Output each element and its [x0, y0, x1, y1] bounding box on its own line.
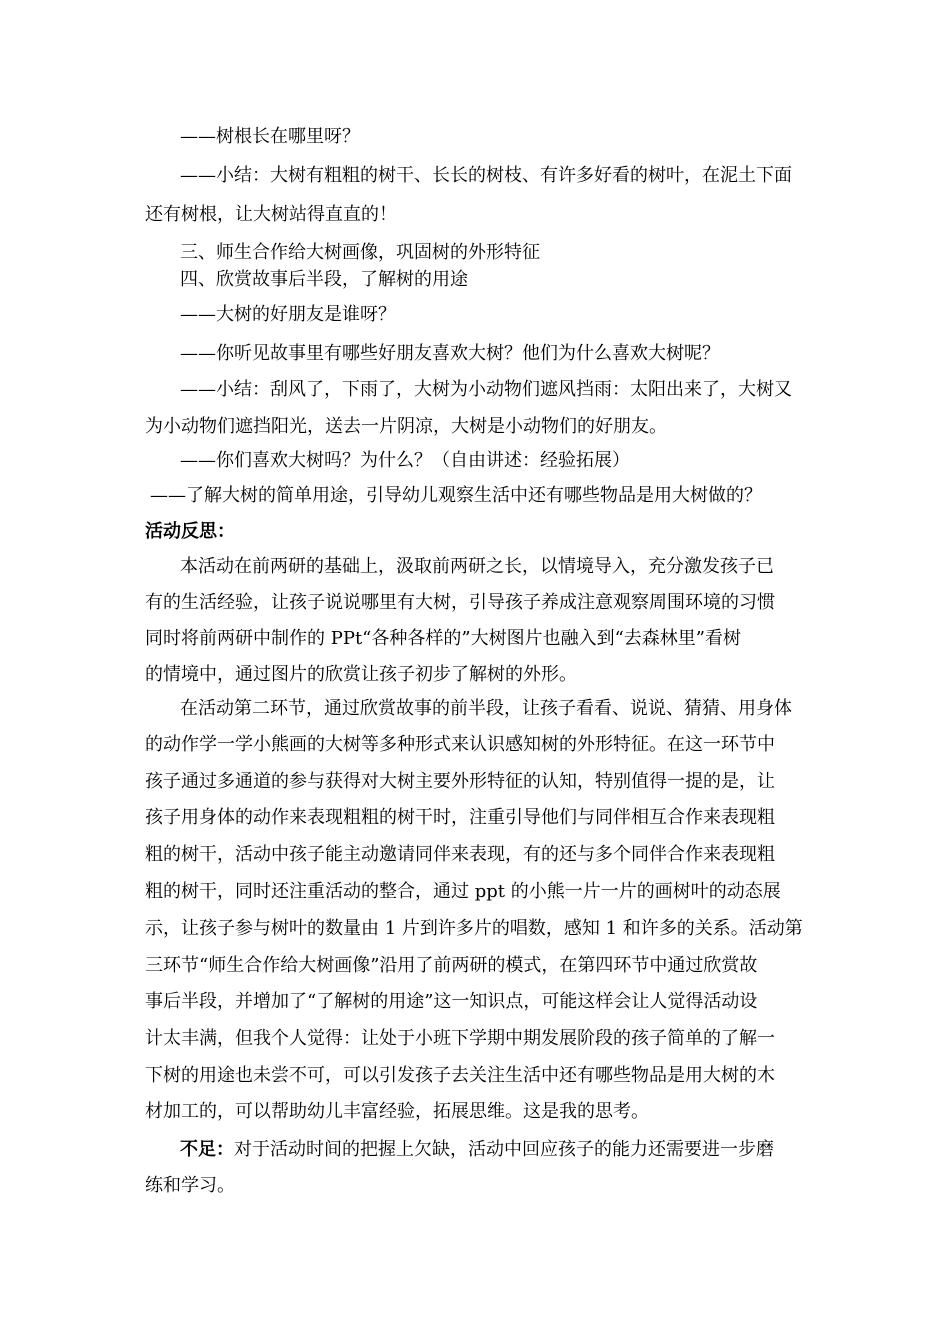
question-tree-roots: ——树根长在哪里呀？	[180, 126, 360, 147]
paragraph-2-line-9: 事后半段，并增加了“了解树的用途”这一知识点，可能这样会让人觉得活动设	[145, 991, 758, 1012]
paragraph-2-line-3: 孩子通过多通道的参与获得对大树主要外形特征的认知，特别值得一提的是，让	[145, 771, 775, 792]
paragraph-2-line-7: 示，让孩子参与树叶的数量由 1 片到许多片的唱数，感知 1 和许多的关系。活动第	[145, 918, 803, 939]
paragraph-2-line-8: 三环节“师生合作给大树画像”沿用了前两研的模式，在第四环节中通过欣赏故	[145, 955, 758, 976]
summary-tree-parts-line-2: 还有树根，让大树站得直直的！	[145, 204, 397, 225]
reflection-heading: 活动反思：	[145, 521, 235, 542]
question-story-friends: ——你听见故事里有哪些好朋友喜欢大树？他们为什么喜欢大树呢？	[180, 343, 720, 364]
paragraph-2-line-2: 的动作学一学小熊画的大树等多种形式来认识感知树的外形特征。在这一环节中	[145, 734, 775, 755]
question-like-tree: ——你们喜欢大树吗？为什么？（自由讲述：经验拓展）	[180, 450, 630, 471]
paragraph-2-line-5: 粗的树干，活动中孩子能主动邀请同伴来表现，有的还与多个同伴合作来表现粗	[145, 844, 775, 865]
paragraph-2-line-1: 在活动第二环节，通过欣赏故事的前半段，让孩子看看、说说、猜猜、用身体	[180, 698, 792, 719]
paragraph-2-line-12: 材加工的，可以帮助幼儿丰富经验，拓展思维。这是我的思考。	[145, 1101, 649, 1122]
paragraph-2-line-4: 孩子用身体的动作来表现粗粗的树干时，注重引导他们与同伴相互合作来表现粗	[145, 807, 775, 828]
summary-tree-friends-line-1: ——小结：刮风了，下雨了，大树为小动物们遮风挡雨：太阳出来了，大树又	[180, 379, 792, 400]
question-tree-friends: ——大树的好朋友是谁呀？	[180, 304, 396, 325]
summary-tree-friends-line-2: 为小动物们遮挡阳光，送去一片阴凉，大树是小动物们的好朋友。	[145, 416, 667, 437]
shortcoming-line-2: 练和学习。	[145, 1175, 235, 1196]
shortcoming-line-1	[180, 1138, 774, 1162]
paragraph-1-line-1: 本活动在前两研的基础上，汲取前两研之长，以情境导入，充分激发孩子已	[180, 556, 774, 577]
paragraph-1-line-2: 有的生活经验，让孩子说说哪里有大树，引导孩子养成注意观察周围环境的习惯	[145, 592, 775, 613]
paragraph-2-line-6: 粗的树干，同时还注重活动的整合，通过 ppt 的小熊一片一片的画树叶的动态展	[145, 881, 781, 902]
paragraph-1-line-4: 的情境中，通过图片的欣赏让孩子初步了解树的外形。	[145, 664, 577, 685]
shortcoming-label: 不足：	[180, 1139, 234, 1160]
section-four-heading: 四、欣赏故事后半段，了解树的用途	[180, 269, 468, 290]
summary-tree-parts-line-1: ——小结：大树有粗粗的树干、长长的树枝、有许多好看的树叶，在泥土下面	[180, 165, 792, 186]
paragraph-2-line-10: 计太丰满，但我个人觉得：让处于小班下学期中期发展阶段的孩子简单的了解一	[145, 1028, 775, 1049]
paragraph-2-line-11: 下树的用途也未尝不可，可以引发孩子去关注生活中还有哪些物品是用大树的木	[145, 1065, 775, 1086]
tree-uses-prompt: ——了解大树的简单用途，引导幼儿观察生活中还有哪些物品是用大树做的？	[150, 485, 762, 506]
shortcoming-text: 对于活动时间的把握上欠缺，活动中回应孩子的能力还需要进一步磨	[234, 1139, 774, 1160]
paragraph-1-line-3: 同时将前两研中制作的 PPt“各种各样的”大树图片也融入到“去森林里”看树	[145, 628, 741, 649]
section-three-heading: 三、师生合作给大树画像，巩固树的外形特征	[180, 242, 540, 263]
